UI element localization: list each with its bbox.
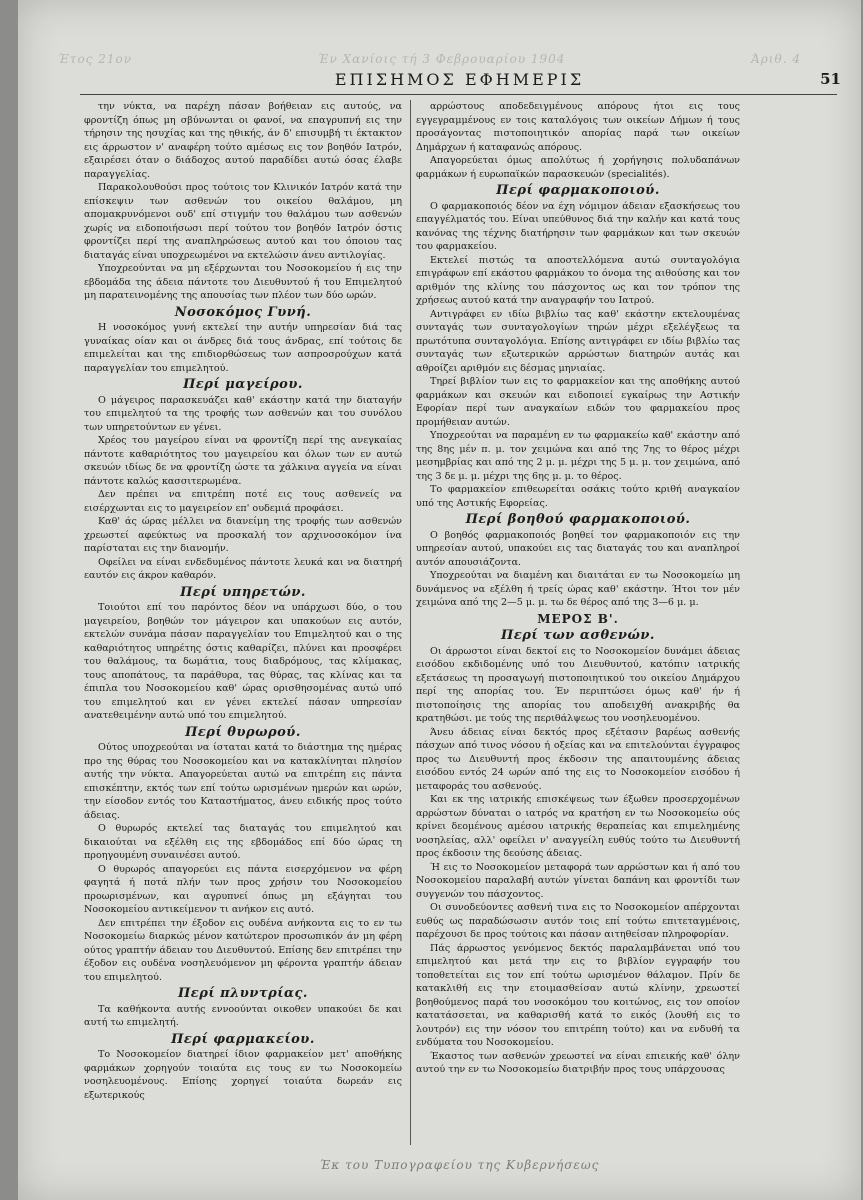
page-number: 51 (820, 70, 841, 88)
paragraph: Η νοσοκόμος γυνή εκτελεί την αυτήν υπηρεσίαν διά τας γυναίκας οίαν και οι άνδρες διά τους άνδρας, επί τούτοις δε επιμελείται και της επιδιορθώσεως των ασπροσρούχων κατά παραγγελίαν του επιμελητού. (84, 322, 402, 374)
paragraph: Καθ' άς ώρας μέλλει να διανείμη της τροφής των ασθενών χρεωστεί αφεύκτως να προσκαλή τον αρχινοσοκόμον ίνα παρίσταται εις την διανομήν. (84, 516, 402, 554)
part-heading: ΜΕΡΟΣ Β'. (537, 611, 619, 626)
paragraph: Τα καθήκοντα αυτής εννοούνται οικοθεν υπακούει δε και αυτή τω επιμελητή. (84, 1003, 402, 1028)
section-heading-porter: Περί θυρωρού. (185, 724, 301, 740)
section-heading-servants: Περί υπηρετών. (180, 584, 306, 600)
paragraph: Δεν πρέπει να επιτρέπη ποτέ εις τους ασθενείς να εισέρχωνται εις το μαγειρείον επ' ουδεμιά προφάσει. (84, 489, 402, 514)
paragraph: Ο βοηθός φαρμακοποιός βοηθεί τον φαρμακοποιόν εις την υπηρεσίαν αυτού, υπακούει εις τας διαταγάς του και αναπληροί αυτόν απουσιάζοντα. (416, 529, 740, 568)
section-heading-laundress: Περί πλυντρίας. (178, 986, 308, 1001)
section-heading-assistant-pharmacist: Περί βοηθού φαρμακοποιού. (465, 512, 691, 527)
paragraph: Υποχρεούνται να μη εξέρχωνται του Νοσοκομείου ή εις την εβδομάδα της άδεια πάντοτε του Διευθυντού ή του Επιμελητού μη παρατεινομένης της απουσίας των πλέον των δύο ωρών. (84, 263, 402, 301)
ghost-issue: Άριθ. 4 (751, 52, 801, 66)
paragraph: Και εκ της ιατρικής επισκέψεως των έξωθεν προσερχομένων αρρώστων δύναται ο ιατρός να κρατήση εν τω Νοσοκομείω ούς κρίνει δεομένους αμέσου ιατρικής θεραπείας και επιμελημένης νοσηλείας, αλλ' οφείλει ν' αναγγείλη ευθύς τούτο τω Διευθυντή προς έκδοσιν της δεούσης άδειας. (416, 794, 740, 859)
paragraph: αρρώστους αποδεδειγμένους απόρους ήτοι εις τους εγγεγραμμένους εν τοις καταλόγοις των οικείων Δήμων ή τους προσάγοντας πιστοποιητικόν απορίας παρά των οικείων Δημάρχων ή καταφανώς απόρους. (416, 101, 740, 153)
paragraph: Έκαστος των ασθενών χρεωστεί να είναι επιεικής καθ' όλην αυτού την εν τω Νοσοκομείω διατριβήν προς τους υπάρχουσας (416, 1050, 740, 1075)
paragraph: Ή εις το Νοσοκομείον μεταφορά των αρρώστων και ή από του Νοσοκομείου παραλαβή αυτών γίνεται δαπάνη και φροντίδι των συγγενών του πάσχοντος. (416, 861, 740, 900)
paragraph: Τηρεί βιβλίον των εις το φαρμακείον και της αποθήκης αυτού φαρμάκων και σκευών και ειδοποιεί εγκαίρως την Αστικήν Εφορίαν περί των αναγκαίων ειδών του φαρμακείου προς προμήθειαν αυτών. (416, 376, 740, 428)
column-divider (410, 100, 411, 1145)
paragraph: Απαγορεύεται όμως απολύτως ή χορήγησις πολυδαπάνων φαρμάκων ή ευρωπαϊκών παρασκευών (specialités). (416, 155, 740, 180)
right-column (416, 100, 740, 1150)
masthead (78, 68, 841, 92)
paragraph: Δεν επιτρέπει την έξοδον εις ουδένα ανήκοντα εις το εν τω Νοσοκομείω διαρκώς μένον κατώτερον προσωπικόν άν μη φέρη ούτος γραπτήν άδειαν του Διευθυντού. Επίσης δεν επιτρέπει την έξοδον εις ουδένα νοσηλευόμενον μη φέροντα γραπτήν άδειαν του επιμελητού. (84, 917, 402, 983)
gazette-title: ΕΠΙΣΗΜΟΣ ΕΦΗΜΕΡΙΣ (334, 70, 585, 89)
left-column (84, 100, 402, 1150)
paragraph: Πάς άρρωστος γενόμενος δεκτός παραλαμβάνεται υπό του επιμελητού και μετά την εις το βιβλίον εγγραφήν του τοποθετείται εις τον επί τούτω ωρισμένον θάλαμον. Πρίν δε κατακλιθή εις την ετοιμασθείσαν αυτώ κλίνην, χρεωστεί βοηθούμενος παρά του νοσοκόμου του κοιτώνος, εις τον οποίον κατατάσσεται, να καθαρισθή κατά το εικός (λουθή εις το λουτρόν) εις την νόσον του επιτρέπη τούτο) και να ενδυθή τα ενδύματα του Νοσοκομείου. (416, 942, 740, 1048)
section-heading-patients: Περί των ασθενών. (501, 628, 655, 643)
section-heading-pharmacy: Περί φαρμακείου. (171, 1031, 315, 1047)
paragraph: Ο μάγειρος παρασκευάζει καθ' εκάστην κατά την διαταγήν του επιμελητού τα της τροφής των ασθενών και του συνόλου των υπηρετούντων εν γένει. (84, 394, 402, 433)
paragraph: Οφείλει να είναι ενδεδυμένος πάντοτε λευκά και να διατηρή εαυτόν εις άκρον καθαρόν. (84, 556, 402, 581)
section-heading-pharmacist: Περί φαρμακοποιού. (496, 183, 660, 198)
bleed-through-header (58, 52, 801, 66)
paragraph: Υποχρεούται να παραμένη εν τω φαρμακείω καθ' εκάστην από της 8ης μέν π. μ. τον χειμώνα και από της 7ης το θέρος μέχρι μεσημβρίας και από της 2 μ. μ. μέχρι της 5 μ. μ. τον χειμώνα, από της 3 δε μ. μ. μέχρι της 6ης μ. μ. το θέρος. (416, 430, 740, 482)
paragraph: Το φαρμακείον επιθεωρείται οσάκις τούτο κριθή αναγκαίον υπό της Αστικής Εφορείας. (416, 484, 740, 509)
paragraph: Παρακολουθούσι προς τούτοις τον Κλινικόν Ιατρόν κατά την επίσκεψιν των ασθενών του οικείου θαλάμου, μη απομακρυνόμενοι ουδ' επί στιγμήν του θαλάμου των ασθενών χωρίς να ειδοποιήσωσι περί τούτου τον βοηθόν Ιατρόν όστις φροντίζει περί της αναπληρώσεως αυτού και του όποιου τας διαταγάς είναι υποχρεωμένοι να εκτελώσιν άνευ αντιλογίας. (84, 182, 402, 261)
paragraph: Άνευ άδειας είναι δεκτός προς εξέτασιν βαρέως ασθενής πάσχων από τινος νόσου ή οξείας και να επιτελούνται έγγραφος προς τω Διευθυντή προς έκδοσιν της απαιτουμένης άδειας εισόδου εντός 24 ωρών από της εις το Νοσοκομείον εισόδου ή μεταφοράς του ασθενούς. (416, 726, 740, 792)
paragraph: Οι άρρωστοι είναι δεκτοί εις το Νοσοκομείον δυνάμει άδειας εισόδου εκδιδομένης υπό του Διευθυντού, κατόπιν ιατρικής εξετάσεως τη προσαγωγή πιστοποιητικού του οικείου Δημάρχου περί της απορίας του. Έν περιπτώσει όμως καθ' ήν ή πιστοποίησις της απορίας του αποδειχθή ανακριβής θα κρατηθώσι. με τούς της περιθάλψεως του νοσηλευομένου. (416, 645, 740, 724)
paragraph: Υποχρεούται να διαμένη και διαιτάται εν τω Νοσοκομείω μη δυνάμενος να εξέλθη ή τρείς ώρας καθ' εκάστην. Ήτοι τον μέν χειμώνα από της 2—5 μ. μ. τω δε θέρος από της 3—6 μ. μ. (416, 570, 740, 608)
paragraph: Τοιούτοι επί του παρόντος δέον να υπάρχωσι δύο, ο του μαγειρείου, βοηθών τον μάγειρον και υπακούων εις αυτόν, εκτελών συνάμα πάσαν παραγγελίαν του Επιμελητού και ο της καθαριότητος υπηρέτης όστις καθαρίζει, πλύνει και προσφέρει του θαλάμους, τα δωμάτια, τους διαδρόμους, τας κλίμακας, τους αποπάτους, τα παράθυρα, τας θύρας, τας κλίνας και τα έπιπλα του Νοσοκομείου καθ' ώρας ορισθησομένας αυτώ υπό του επιμελητού και εν γένει εκτελεί πάσαν υπηρεσίαν ανατεθειμένην αυτώ υπό του επιμελητού. (84, 602, 402, 721)
paragraph: Χρέος του μαγείρου είναι να φροντίζη περί της ανεγκαίας πάντοτε καθαριότητος του μαγειρείου και όλων των εν αυτώ σκευών ιδίως δε να φροντίζη ώστε τα χάλκινα αγγεία να είναι πάντοτε καλώς κασσιτερωμένα. (84, 435, 402, 487)
paragraph: Το Νοσοκομείον διατηρεί ίδιον φαρμακείον μετ' αποθήκης φαρμάκων χορηγούν τοιαύτα εις τους εν τω Νοσοκομείω νοσηλευομένους. Επίσης χορηγεί τοιαύτα δωρεάν εις εξωτερικούς (84, 1049, 402, 1101)
paragraph: Αντιγράφει εν ιδίω βιβλίω τας καθ' εκάστην εκτελουμένας συνταγάς των συνταγολογίων τηρών μέχρι εξελέγξεως τα πρωτότυπα συνταγολόγια. Επίσης αντιγράφει εν ιδίω βιβλίω τας συνταγάς των εξωτερικών αρρώστων διατηρών αυτάς και αθροίζει αριθμόν εις δέσμας μηνιαίας. (416, 308, 740, 374)
paragraph: Ο θυρωρός απαγορεύει εις πάντα εισερχόμενον να φέρη φαγητά ή ποτά πλήν των προς χρήσιν του Νοσοκομείου προωρισμένων, και αγρυπνεί όπως μη εξάγηται του Νοσοκομείου αντικείμενον τι ανήκον εις αυτό. (84, 863, 402, 915)
paragraph: Εκτελεί πιστώς τα αποστελλόμενα αυτώ συνταγολόγια επιγράφων επί εκάστου φαρμάκου το όνομα της αιθούσης και τον αριθμόν της κλίνης του πάσχοντος ως και τον τρόπον της χρήσεως αυτού κατά την αναγραφήν του Ιατρού. (416, 254, 740, 306)
section-heading-nurse: Νοσοκόμος Γυνή. (174, 304, 312, 320)
paragraph: Οι συνοδεύοντες ασθενή τινα εις το Νοσοκομείον απέρχονται ευθύς ως παραδώσωσιν αυτόν τοις επί τούτω επιτεταγμένοις, παρέχουσι δε προς τούτοις και πάσαν αιτηθείσαν πληροφορίαν. (416, 902, 740, 940)
paragraph: Ο θυρωρός εκτελεί τας διαταγάς του επιμελητού και δικαιούται να εξέλθη εις της εβδομάδος επί δύο ώρας τη προηγουμένη συναινέσει αυτού. (84, 823, 402, 861)
paragraph: Ο φαρμακοποιός δέον να έχη νόμιμον άδειαν εξασκήσεως του επαγγέλματός του. Είναι υπεύθυνος διά την καλήν και κατά τους κανόνας της τέχνης διατήρησιν των φαρμάκων και των σκευών του φαρμακείου. (416, 200, 740, 252)
ghost-date: Έν Χανίοις τή 3 Φεβρουαρίου 1904 (317, 52, 566, 66)
header-rule (80, 94, 837, 95)
section-heading-cook: Περί μαγείρου. (183, 377, 303, 392)
paragraph: Ούτος υποχρεούται να ίσταται κατά το διάστημα της ημέρας προ της θύρας του Νοσοκομείου και να κατακλίνηται πλησίον αυτής την νύκτα. Απαγορεύεται αυτώ να επιτρέπη εις πάντα επισκέπτην, εκτός των επί τούτω ωρισμένων ημερών και ωρών, την είσοδον εντός του Καταστήματος, άνευ ειδικής προς τούτο άδειας. (84, 742, 402, 821)
newspaper-page (18, 0, 861, 1200)
printer-imprint: Έκ του Τυπογραφείου της Κυβερνήσεως (319, 1158, 600, 1172)
paragraph: την νύκτα, να παρέχη πάσαν βοήθειαν εις αυτούς, να φροντίζη όπως μη σβύνωνται οι φανοί, να επαγρυπνή εις την τήρησιν της ησυχίας και της ηθικής, άν δ' επισυμβή τι έκτακτον εις άρρωστον ν' αναφέρη τούτο αμέσως εις τον βοηθόν Ιατρόν, εξαιρέσει όταν ο διάδοχος αυτού παραδίδει αυτώ όσας έλαβε παραγγελίας. (84, 101, 402, 180)
ghost-year: Έτος 21ον (58, 52, 132, 66)
